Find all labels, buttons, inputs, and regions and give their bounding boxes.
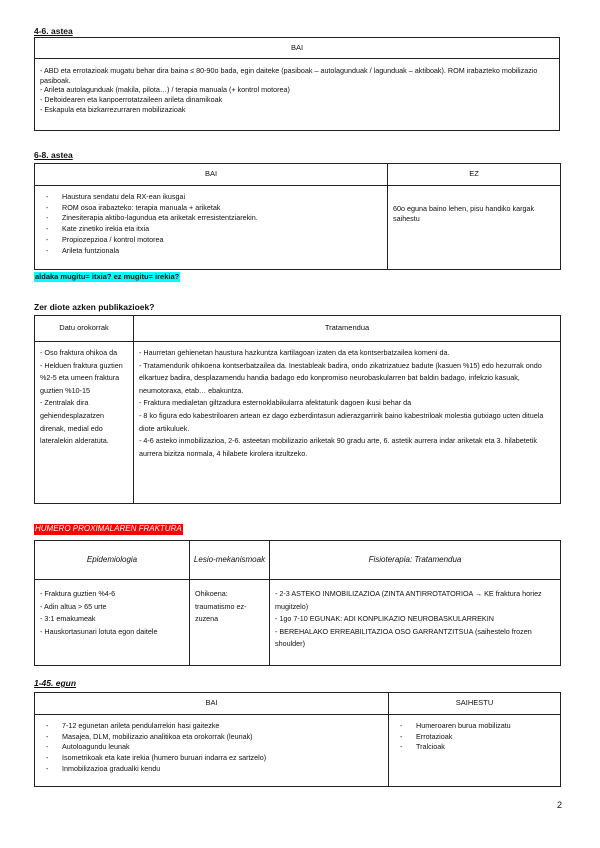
highlight-note: aldaka mugitu= itxia? ez mugitu= irekia?	[35, 272, 180, 281]
epid-line-0: - Fraktura guztien %4-6	[40, 589, 116, 598]
general-line-0: - Oso fraktura ohikoa da	[40, 348, 118, 357]
treatment-line-4: - 4-6 asteko inmobilizazioa, 2-6. asteetan mobilizazio ariketak 90 gradu arte, 6. astetik aurrera indar ariketak eta 3. hilabetetik aurrera bizitza normala, 4 hilabete kirolera itzultzeko.	[139, 436, 537, 458]
col-header-epidemiology: Epidemiologia	[35, 541, 190, 580]
section-heading-4-6: 4-6. astea	[34, 26, 73, 36]
list-item: - Humeroaren burua mobilizatu	[394, 721, 555, 731]
list-item: - 7-12 egunetan arileta pendularrekin hasi gaitezke	[40, 721, 383, 731]
list-item: - Isometrikoak eta kate irekia (humero buruari indarra ez sartzelo)	[40, 753, 383, 763]
list-item: - ROM osoa irabazteko: terapia manuala + ariketak	[40, 203, 382, 213]
section-heading-6-8: 6-8. astea	[34, 150, 73, 160]
list-item: - Arileta funtzionala	[40, 246, 382, 256]
col-header-treatment: Tratamendua	[134, 316, 561, 342]
list-item: - Errotazioak	[394, 732, 555, 742]
col-header-physiotherapy: Fisioterapia: Tratamendua	[270, 541, 561, 580]
treatment-line-1: - Tratamendurik ohikoena kontserbatzailea da. Inestableak badira, ondo zikatrizatuez badute (kasuen %15) edo hezurrak ondo elkartuez badira, desplazamendu handia badago edo konpromiso neurobaskularren bat baldin badago, infekzio kasuak, neumotoraxa, etab… ebakuntza.	[139, 360, 542, 395]
cell-6-8-ez: 60o eguna baino lehen, pisu handiko kargak saihestu	[388, 186, 561, 270]
page-number: 2	[556, 800, 562, 810]
list-item: - Autoloagundu leunak	[40, 742, 383, 752]
general-line-1: - Helduen fraktura guztien %2-5 eta umeen fraktura guztien %10-15	[40, 360, 123, 395]
cell-6-8-bai	[35, 186, 388, 270]
col-header-bai: BAI	[35, 164, 388, 186]
treatment-line-0: - Haurretan gehienetan haustura hazkuntza kartilagoan izaten da eta kontserbatzailea komeni da.	[139, 348, 450, 357]
list-item: - Zinesiterapia aktibo-lagundua eta ariketak erresistentziarekin.	[40, 213, 382, 223]
cell-general	[35, 342, 134, 504]
epid-line-3: - Hauskortasunari lotuta egon daitele	[40, 626, 158, 636]
list-item: - Tralcioak	[394, 742, 555, 752]
cell-physiotherapy	[270, 580, 561, 666]
treatment-line-3: - 8 ko figura edo kabestriloaren artean ez dago ezberdintasun adierazgarririk baino kabestriloak molestia gutxiago ucten dituela diote artikuluek.	[139, 410, 544, 433]
general-line-2: - Zentralak dira gehiendesplazatzen direnak, medial edo lateralekin alderatuta.	[40, 398, 109, 446]
section-heading-publications: Zer diote azken publikazioek?	[34, 302, 155, 312]
col-header-general: Datu orokorrak	[35, 316, 134, 342]
cell-treatment	[134, 342, 561, 504]
line-4-6-2: - Deltoidearen eta kanpoerrotatzaileen arileta dinamikoak	[40, 95, 223, 105]
fisio-line-0: - 2-3 ASTEKO INMOBILIZAZIOA (ZINTA ANTIRROTATORIOA → KE fraktura horiez mugitzelo)	[275, 589, 542, 611]
cell-epidemiology	[35, 580, 190, 666]
col-header-bai: BAI	[35, 38, 560, 59]
list-item: - Masajea, DLM, mobilizazio analitikoa eta orokorrak (leunak)	[40, 732, 383, 742]
line-4-6-1: - Arileta autolagunduak (makila, pilota…) / terapia manuala (+ kontrol motorea)	[40, 85, 290, 95]
fisio-line-1: - 1go 7-10 EGUNAK: ADI KONPLIKAZIO NEUROBASKULARREKIN	[275, 614, 494, 624]
list-item: - Haustura sendatu dela RX-ean ikusgai	[40, 192, 382, 202]
line-4-6-3: - Eskapula eta bizkarrezurraren mobilizazioak	[40, 104, 186, 114]
line-4-6-0: - ABD eta errotazioak mugatu behar dira baina ≤ 80-90o bada, egin daiteke (pasiboak – autolagunduak / lagunduak – aktiboak). ROM irabazteko mobilizazio pasiboak.	[40, 66, 538, 85]
cell-1-45-bai	[35, 715, 389, 787]
humero-heading: HUMERO PROXIMALAREN FRAKTURA	[35, 524, 182, 533]
table-humero	[34, 540, 561, 666]
fisio-line-2: - BEREHALAKO ERREABILITAZIOA OSO GARRANTZITSUA (saihestelo frozen shoulder)	[275, 626, 532, 649]
cell-4-6-content	[35, 59, 560, 131]
table-6-8	[34, 163, 561, 270]
section-heading-1-45: 1-45. egun	[34, 678, 77, 688]
col-header-ez: EZ	[388, 164, 561, 186]
table-publications	[34, 315, 561, 504]
table-1-45	[34, 692, 561, 787]
list-item: - Inmobilizazioa gradualki kendu	[40, 764, 383, 774]
col-header-bai: BAI	[35, 693, 389, 715]
list-item: - Propiozepzioa / kontrol motorea	[40, 235, 382, 245]
col-header-mechanism: Lesio-mekanismoak	[190, 541, 270, 580]
epid-line-1: - Adin altua > 65 urte	[40, 601, 107, 611]
col-header-saihestu: SAIHESTU	[389, 693, 561, 715]
treatment-line-2: - Fraktura medialetan giltzadura esternoklabikularra afektaturik dagoen ikusi behar da	[139, 398, 412, 408]
cell-1-45-saihestu	[389, 715, 561, 787]
epid-line-2: - 3:1 emakumeak	[40, 614, 96, 624]
cell-mechanism: Ohikoena: traumatismo ez-zuzena	[190, 580, 270, 666]
list-item: - Kate zinetiko irekia eta itxia	[40, 224, 382, 234]
table-4-6	[34, 37, 560, 131]
